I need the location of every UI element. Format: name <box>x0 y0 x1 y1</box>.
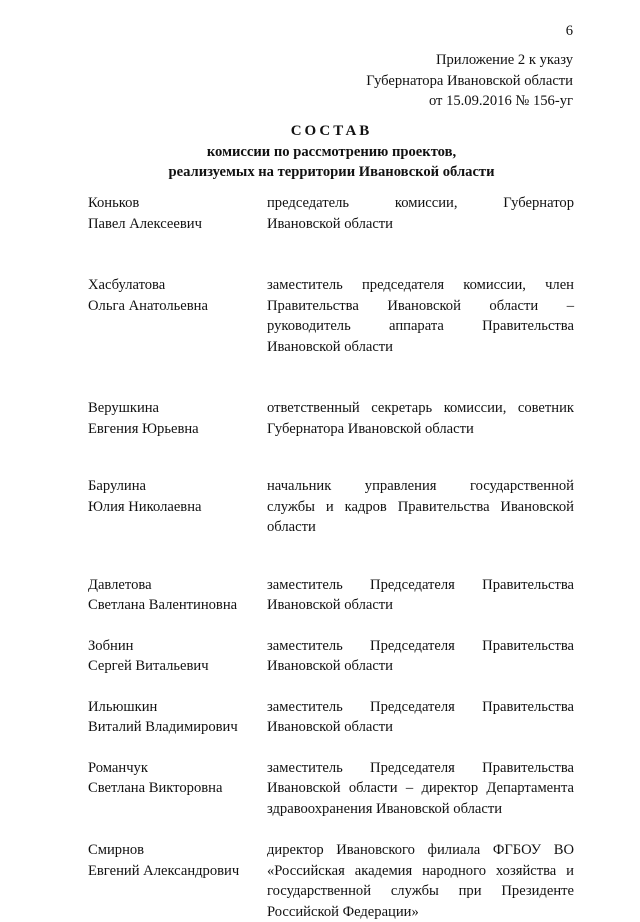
member-role-line: Ивановской области <box>267 595 574 616</box>
member-surname: Зобнин <box>88 636 267 657</box>
member-given-name: Ольга Анатольевна <box>88 296 267 317</box>
appendix-line: Приложение 2 к указу <box>300 50 573 71</box>
member-role-line: Ивановской области <box>267 717 574 738</box>
member-name <box>88 575 267 616</box>
member-role-line: области <box>267 517 574 538</box>
member-role-line: руководитель аппарата Правительства <box>267 316 574 337</box>
document-subtitle: реализуемых на территории Ивановской области <box>90 162 573 183</box>
page-number: 6 <box>560 21 573 42</box>
member-role-line: заместитель Председателя Правительства <box>267 697 574 718</box>
member-name <box>88 840 267 881</box>
member-surname: Ильюшкин <box>88 697 267 718</box>
member-row <box>88 476 574 538</box>
member-role <box>267 636 574 677</box>
member-role <box>267 758 574 820</box>
member-name <box>88 697 267 738</box>
member-role-line: начальник управления государственной <box>267 476 574 497</box>
member-name <box>88 476 267 517</box>
member-role <box>267 575 574 616</box>
member-surname: Верушкина <box>88 398 267 419</box>
member-given-name: Павел Алексеевич <box>88 214 267 235</box>
member-given-name: Сергей Витальевич <box>88 656 267 677</box>
member-given-name: Евгения Юрьевна <box>88 419 267 440</box>
member-given-name: Евгений Александрович <box>88 861 267 882</box>
document-heading <box>90 121 573 183</box>
member-role-line: председатель комиссии, Губернатор <box>267 193 574 214</box>
member-surname: Хасбулатова <box>88 275 267 296</box>
member-name <box>88 636 267 677</box>
member-given-name: Юлия Николаевна <box>88 497 267 518</box>
member-row <box>88 275 574 357</box>
member-surname: Романчук <box>88 758 267 779</box>
member-surname: Барулина <box>88 476 267 497</box>
member-role <box>267 840 574 922</box>
member-role-line: заместитель Председателя Правительства <box>267 636 574 657</box>
member-surname: Смирнов <box>88 840 267 861</box>
member-role-line: Губернатора Ивановской области <box>267 419 574 440</box>
member-role-line: Ивановской области <box>267 337 574 358</box>
member-role-line: Российской Федерации» <box>267 902 574 922</box>
member-name <box>88 193 267 234</box>
commission-member-list <box>88 193 574 922</box>
member-role-line: Ивановской области – директор Департамента <box>267 778 574 799</box>
member-given-name: Виталий Владимирович <box>88 717 267 738</box>
member-role <box>267 697 574 738</box>
member-role-line: заместитель Председателя Правительства <box>267 758 574 779</box>
member-role-line: директор Ивановского филиала ФГБОУ ВО <box>267 840 574 861</box>
member-surname: Давлетова <box>88 575 267 596</box>
member-given-name: Светлана Валентиновна <box>88 595 267 616</box>
member-role-line: заместитель председателя комиссии, член <box>267 275 574 296</box>
member-role-line: Ивановской области <box>267 656 574 677</box>
appendix-line: Губернатора Ивановской области <box>300 71 573 92</box>
appendix-line: от 15.09.2016 № 156-уг <box>300 91 573 112</box>
member-role <box>267 398 574 439</box>
member-role <box>267 476 574 538</box>
member-role <box>267 193 574 234</box>
appendix-reference <box>300 50 573 112</box>
member-role-line: ответственный секретарь комиссии, советник <box>267 398 574 419</box>
member-name <box>88 758 267 799</box>
member-row <box>88 840 574 922</box>
member-role-line: здравоохранения Ивановской области <box>267 799 574 820</box>
member-role <box>267 275 574 357</box>
member-role-line: «Российская академия народного хозяйства и <box>267 861 574 882</box>
member-role-line: службы и кадров Правительства Ивановской <box>267 497 574 518</box>
member-role-line: заместитель Председателя Правительства <box>267 575 574 596</box>
member-name <box>88 275 267 316</box>
member-role-line: Правительства Ивановской области – <box>267 296 574 317</box>
member-row <box>88 636 574 677</box>
document-title: СОСТАВ <box>90 121 573 142</box>
member-name <box>88 398 267 439</box>
member-row <box>88 758 574 820</box>
member-row <box>88 697 574 738</box>
member-role-line: Ивановской области <box>267 214 574 235</box>
member-surname: Коньков <box>88 193 267 214</box>
member-row <box>88 398 574 439</box>
member-role-line: государственной службы при Президенте <box>267 881 574 902</box>
document-subtitle: комиссии по рассмотрению проектов, <box>90 142 573 163</box>
member-row <box>88 193 574 234</box>
member-row <box>88 575 574 616</box>
member-given-name: Светлана Викторовна <box>88 778 267 799</box>
